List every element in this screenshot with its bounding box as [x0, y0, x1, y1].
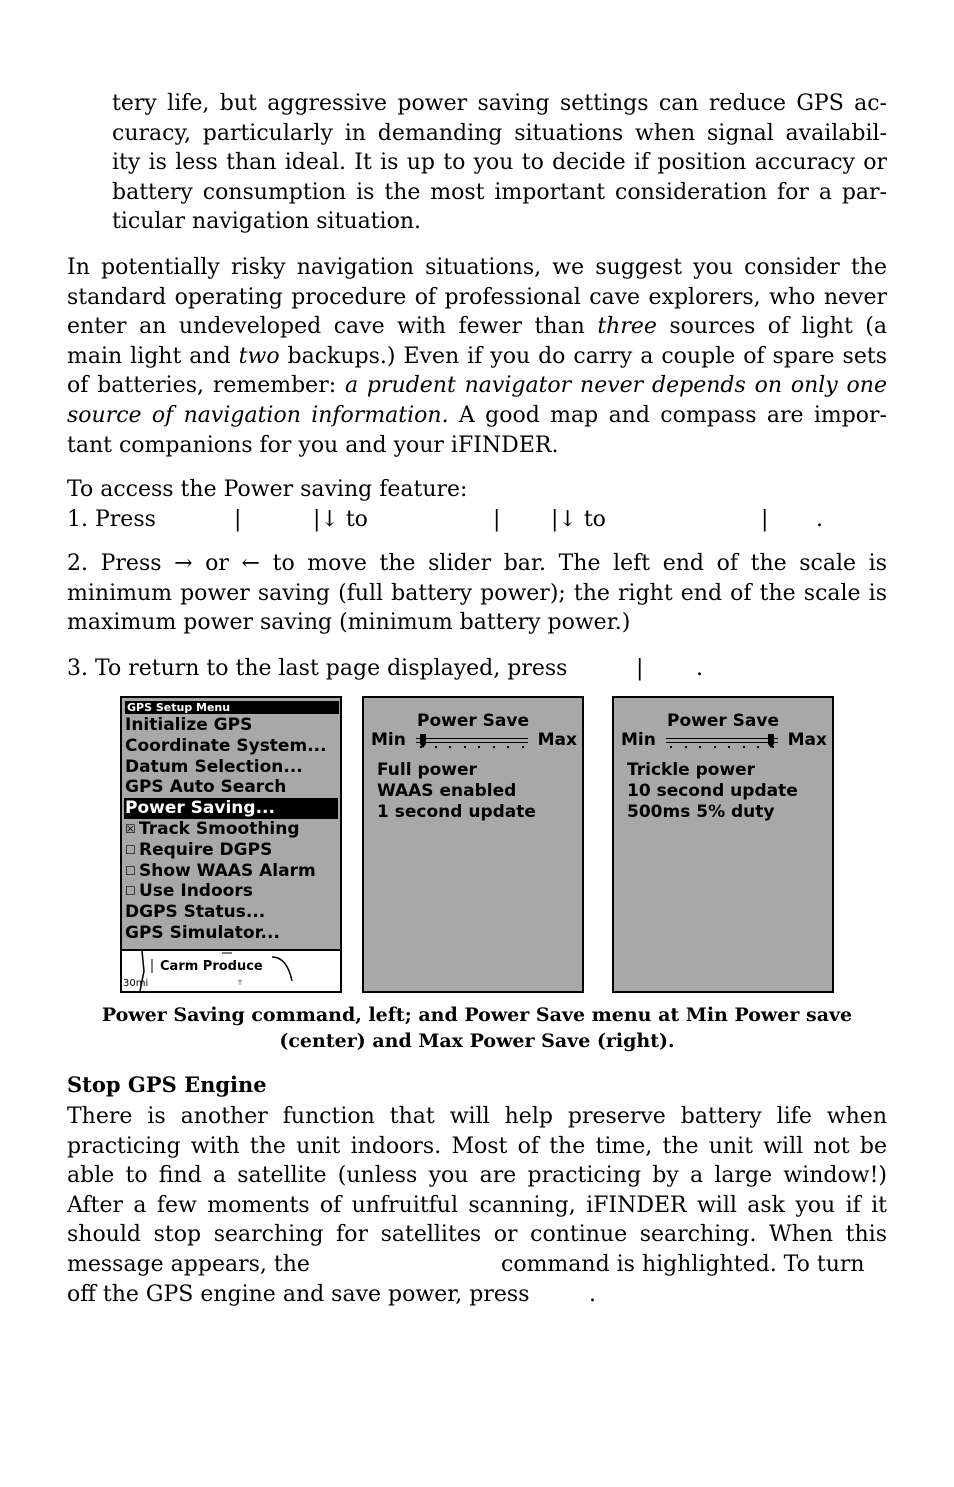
slider-max-label: Max — [537, 730, 577, 750]
menu-item-require-dgps[interactable]: ☐ Require DGPS — [125, 839, 273, 860]
menu-item-power-saving[interactable]: Power Saving... — [124, 798, 338, 819]
menu-item-gps-auto-search[interactable]: GPS Auto Search — [125, 777, 287, 798]
stop-gps-paragraph — [67, 1102, 887, 1309]
menu-item-dgps-status[interactable]: DGPS Status... — [125, 902, 266, 923]
menu-item-use-indoors[interactable]: ☐ Use Indoors — [125, 881, 253, 902]
detail-line: WAAS enabled — [377, 780, 517, 801]
menu-title: GPS Setup Menu — [125, 701, 339, 714]
power-save-details — [627, 760, 798, 822]
step-1-end: . — [816, 507, 823, 532]
menu-item-coordinate-system[interactable]: Coordinate System... — [125, 735, 327, 756]
text-line: ity is less than ideal. It is up to you to decide if position accuracy or — [112, 150, 887, 176]
slider-ticks — [670, 746, 774, 749]
risk-paragraph — [67, 253, 887, 460]
figure-caption: Power Saving command, left; and Power Save menu at Min Power save (center) and Max Power Save (right). — [101, 1004, 853, 1052]
power-save-title: Power Save — [416, 711, 529, 731]
separator: | — [234, 507, 242, 532]
text-line: able to find a satellite (unless you are practicing by a large window!) — [67, 1163, 887, 1189]
power-slider[interactable] — [666, 734, 778, 748]
slider-knob[interactable] — [768, 734, 774, 744]
checkbox-unchecked-icon[interactable]: ☐ — [125, 884, 136, 899]
menu-item-initialize-gps[interactable]: Initialize GPS — [125, 715, 253, 735]
map-scale: 30mi — [123, 978, 149, 989]
intro-paragraph — [112, 89, 887, 237]
menu-item-show-waas-alarm[interactable]: ☐ Show WAAS Alarm — [125, 860, 316, 881]
menu-item-track-smoothing[interactable]: ☒ Track Smoothing — [125, 818, 300, 839]
checkbox-unchecked-icon[interactable]: ☐ — [125, 863, 136, 878]
slider-knob[interactable] — [420, 734, 426, 744]
checkbox-checked-icon[interactable]: ☒ — [125, 821, 136, 836]
slider-rail — [416, 738, 528, 743]
text-line: should stop searching for satellites or continue searching. When this — [67, 1222, 887, 1248]
section-heading: Stop GPS Engine — [67, 1072, 267, 1097]
step-1-press: 1. Press — [67, 507, 156, 532]
power-save-max-screen — [612, 696, 834, 993]
text-line: standard operating procedure of professional cave explorers, who never — [67, 284, 887, 310]
text-line: battery consumption is the most important consideration for a par- — [112, 179, 887, 205]
step-1 — [67, 505, 887, 535]
checkbox-unchecked-icon[interactable]: ☐ — [125, 842, 136, 857]
text-line: tery life, but aggressive power saving settings can reduce GPS ac- — [112, 91, 887, 116]
separator: | — [761, 507, 769, 532]
text-line: ticular navigation situation. — [112, 209, 421, 235]
text-line: source of navigation information. A good map and compass are impor- — [67, 402, 887, 428]
step-1-down: |↓ to — [313, 507, 368, 532]
detail-line: Trickle power — [627, 760, 756, 780]
menu-item-datum-selection[interactable]: Datum Selection... — [125, 756, 303, 777]
slider-min-label: Min — [621, 730, 656, 750]
text-line: There is another function that will help preserve battery life when — [67, 1104, 887, 1129]
text-line: of batteries, remember: a prudent navigator never depends on only one — [67, 373, 887, 399]
menu-list — [122, 715, 340, 944]
text-line: message appears, the command is highlighted. To turn — [67, 1251, 865, 1277]
separator: | — [636, 656, 644, 681]
map-strip — [122, 949, 340, 991]
slider-max-label: Max — [787, 730, 827, 750]
detail-line: 10 second update — [627, 780, 798, 801]
text-line: off the GPS engine and save power, press . — [67, 1281, 596, 1307]
text-line: In potentially risky navigation situations, we suggest you consider the — [67, 255, 887, 280]
text-line: 2. Press → or ← to move the slider bar. The left end of the scale is — [67, 551, 887, 576]
gps-setup-menu-screen — [120, 696, 342, 993]
map-place-label: Carm Produce — [160, 959, 263, 974]
power-save-details — [377, 760, 536, 822]
menu-item-gps-simulator[interactable]: GPS Simulator... — [125, 922, 280, 943]
detail-line: 1 second update — [377, 801, 536, 822]
text-line: enter an undeveloped cave with fewer than three sources of light (a — [67, 314, 888, 340]
text-line: tant companions for you and your iFINDER. — [67, 432, 559, 458]
slider-ticks — [420, 746, 524, 749]
text-line: maximum power saving (minimum battery power.) — [67, 610, 631, 636]
power-save-min-screen — [362, 696, 584, 993]
step-1-down: |↓ to — [551, 507, 606, 532]
detail-line: Full power — [377, 760, 477, 780]
detail-line: 500ms 5% duty — [627, 801, 775, 822]
step-2 — [67, 549, 887, 638]
separator: | — [493, 507, 501, 532]
text-line: curacy, particularly in demanding situations when signal availabil- — [112, 120, 887, 146]
text-line: minimum power saving (full battery power); the right end of the scale is — [67, 580, 887, 606]
access-intro: To access the Power saving feature: — [67, 477, 468, 502]
power-slider[interactable] — [416, 734, 528, 748]
power-save-title: Power Save — [666, 711, 779, 731]
step-3: 3. To return to the last page displayed, press | . — [67, 654, 887, 684]
slider-rail — [666, 738, 778, 743]
slider-min-label: Min — [371, 730, 406, 750]
text-line: After a few moments of unfruitful scanning, iFINDER will ask you if it — [67, 1192, 887, 1218]
text-line: main light and two backups.) Even if you do carry a couple of spare sets — [67, 343, 887, 369]
text-line: practicing with the unit indoors. Most of the time, the unit will not be — [67, 1133, 887, 1159]
